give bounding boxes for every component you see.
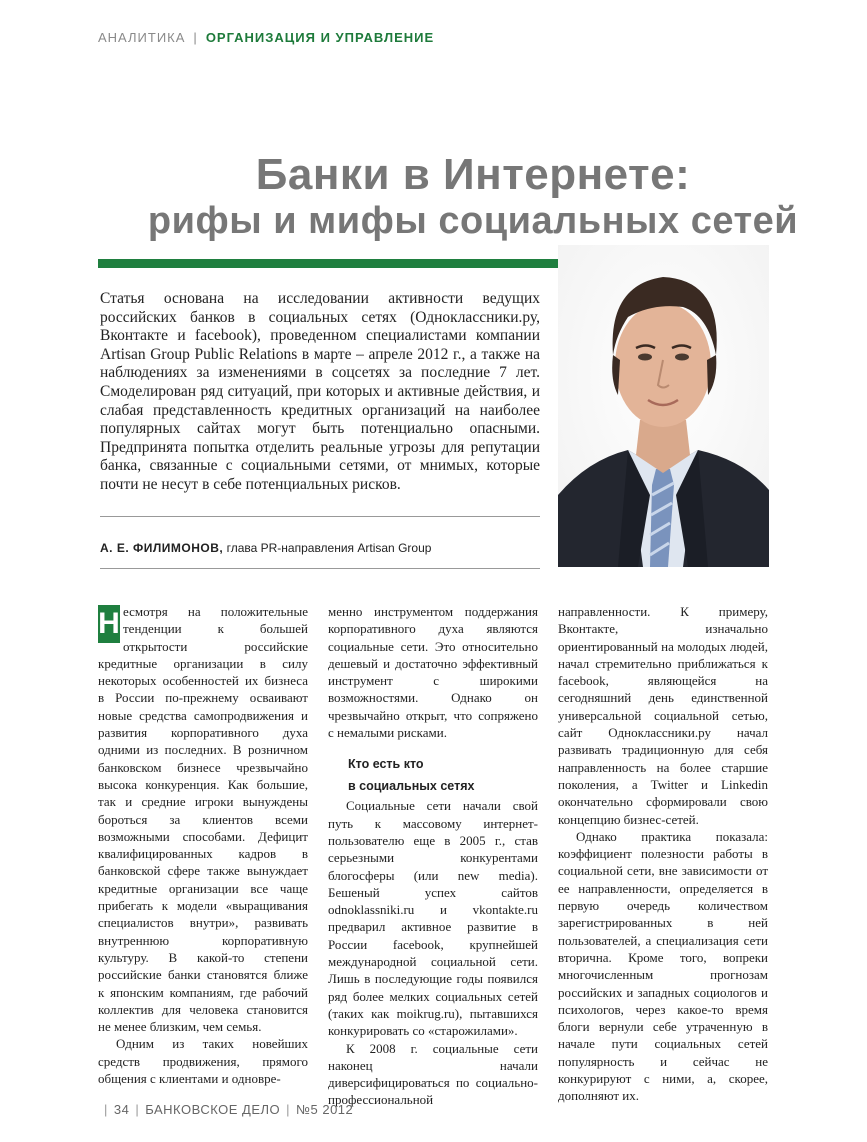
subsection-label: ОРГАНИЗАЦИЯ И УПРАВЛЕНИЕ xyxy=(205,30,435,45)
page-number: 34 xyxy=(113,1102,130,1117)
author-photo xyxy=(558,245,769,567)
body-paragraph: Одним из таких новейших средств продвижения, прямого общения с клиентами и одновре- xyxy=(98,1036,308,1087)
author-byline xyxy=(100,541,431,555)
issue-label: №5 2012 xyxy=(296,1102,354,1117)
body-column-2 xyxy=(328,603,538,1109)
body-paragraph xyxy=(98,603,308,1035)
lead-divider xyxy=(100,516,540,517)
magazine-name: БАНКОВСКОЕ ДЕЛО xyxy=(145,1102,281,1117)
title-line-1: Банки в Интернете: xyxy=(255,150,691,199)
body-paragraph: К 2008 г. социальные сети наконец начали диверсифицироваться по социально-профессиональной xyxy=(328,1040,538,1108)
header-divider: | xyxy=(193,30,198,45)
body-column-1 xyxy=(98,603,308,1087)
body-column-3 xyxy=(558,603,768,1105)
drop-cap: Н xyxy=(98,605,120,643)
footer-divider: | xyxy=(286,1102,291,1117)
subheading-line-2: в социальных сетях xyxy=(348,779,475,794)
title-line-2: рифы и мифы социальных сетей xyxy=(147,200,799,242)
article-title xyxy=(98,152,848,244)
author-role: глава PR-направления Artisan Group xyxy=(226,541,432,555)
footer-divider: | xyxy=(135,1102,140,1117)
paragraph-text: есмотря на положительные тенденции к большей открытости российские кредитные организации в силу некоторых особенностей их бизнеса в России по-прежнему осваивают новые средства самопродвижения и развития корпоративного духа одними из последних. В розничном банковском бизнесе чрезвычайно высока конкуренция. Как большие, так и средние игроки вынуждены бороться за клиентов всеми возможными способами. Дефицит квалифицированных кадров в банковской сфере также вынуждает кредитные организации все чаще прибегать к модели «выращивания специалистов внутри», развивать внутреннюю корпоративную культуру. В какой-то степени российские банки становятся ближе к японским компаниям, где рабочий коллектив для человека становится не менее близким, чем семья. xyxy=(98,604,308,1035)
subheading-line-1: Кто есть кто xyxy=(348,757,424,772)
section-header xyxy=(98,30,434,45)
author-name: А. Е. ФИЛИМОНОВ, xyxy=(100,541,224,555)
article-lead: Статья основана на исследовании активности ведущих российских банков в социальных сетях (Одноклассники.ру, Вконтакте и facebook), проведенном специалистами компании Artisan Group Public Relations в марте – апреле 2012 г., а также на наблюдениях за изменениями в соцсетях за последние 7 лет. Смоделирован ряд ситуаций, при которых и активные действия, и слабая представленность кредитных организаций на наиболее популярных сайтах могут быть потенциально опасными. Предпринята попытка отделить реальные угрозы для репутации банка, связанные с социальными сетями, от мнимых, которые почти не несут в себе потенциальных рисков. xyxy=(100,290,540,493)
page-footer xyxy=(98,1102,353,1117)
body-paragraph: Социальные сети начали свой путь к массовому интернет-пользователю еще в 2005 г., став серьезными конкурентами блогосферы (или new media). Бешеный успех сайтов odnoklassniki.ru и vkontakte.ru предварил активное развитие в России facebook, крупнейшей международной социальной сети. Лишь в последующие годы появился ряд более мелких социальных сетей (таких как moikrug.ru), пытавшихся конкурировать со «старожилами». xyxy=(328,798,538,1039)
footer-divider: | xyxy=(104,1102,108,1117)
section-label: АНАЛИТИКА xyxy=(98,30,186,45)
body-paragraph: менно инструментом поддержания корпоративного духа являются социальные сети. Это относительно дешевый и достаточно эффективный инструмент с широкими возможностями. Однако он чрезвычайно открыт, что сопряжено с немалыми рисками. xyxy=(328,604,538,741)
body-paragraph: Однако практика показала: коэффициент полезности работы в социальной сети, вне зависимости от ее направленности, определяется в первую очередь количеством зарегистрированных в ней пользователей, а специализация сети вторична. Кроме того, вопреки многочисленным прогнозам российских и западных социологов и психологов, через какое-то время блоги вернули себе утраченную в начале пути социальных сетей популярность и сейчас не конкурируют с ними, а, скорее, дополняют их. xyxy=(558,828,768,1104)
section-subheading xyxy=(348,753,538,797)
byline-divider xyxy=(100,568,540,569)
body-paragraph: направленности. К примеру, Вконтакте, изначально ориентированный на молодых людей, начал стремительно приближаться к facebook, являющейся на сегодняшний день единственной универсальной социальной сетью, сайт Одноклассники.ру начал развивать традиционную для себя направленность на более старшие поколения, а Twitter и Linkedin окончательно сформировали свою концепцию бизнес-сетей. xyxy=(558,604,768,827)
